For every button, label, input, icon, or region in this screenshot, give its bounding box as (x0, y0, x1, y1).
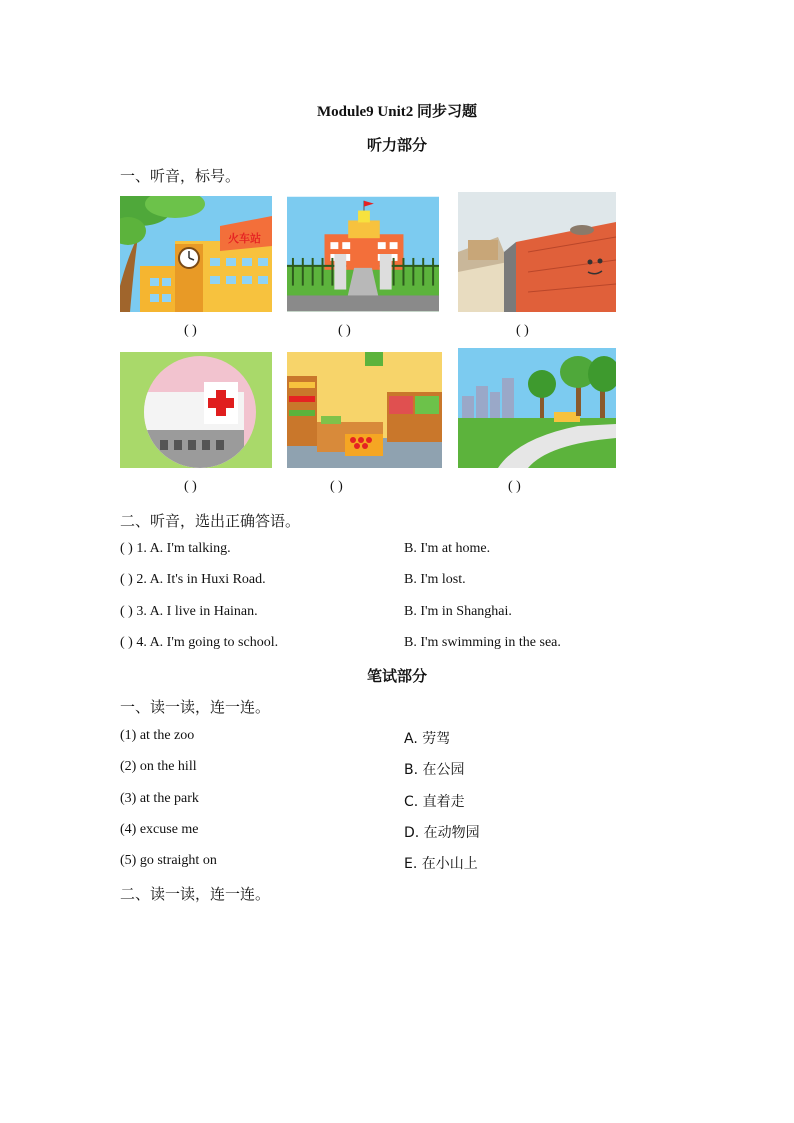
question-4 (120, 635, 278, 651)
blank-6[interactable]: ( ) (508, 479, 521, 494)
option-a: A. I live in Hainan. (149, 604, 258, 619)
question-prefix[interactable]: ( ) 3. (120, 604, 147, 619)
option-b: B. I'm in Shanghai. (404, 604, 512, 619)
option-a: A. I'm going to school. (149, 635, 279, 650)
question-2 (120, 572, 266, 588)
match-right-b[interactable]: B. 在公园 (404, 762, 465, 778)
question-3 (120, 604, 258, 620)
option-a: A. I'm talking. (149, 541, 231, 556)
question-1 (120, 541, 231, 557)
blank-5[interactable]: ( ) (330, 479, 343, 494)
question-prefix[interactable]: ( ) 1. (120, 541, 147, 556)
question-prefix[interactable]: ( ) 2. (120, 572, 147, 587)
match-left-4[interactable]: (4) excuse me (120, 822, 199, 837)
writing-section-heading: 笔试部分 (366, 669, 427, 685)
option-b: B. I'm at home. (404, 541, 491, 556)
hospital-picture (120, 352, 272, 468)
match-right-e[interactable]: E. 在小山上 (404, 856, 478, 872)
part4-heading: 二、读一读，连一连。 (120, 887, 271, 903)
train-station-picture (120, 196, 272, 312)
match-left-1[interactable]: (1) at the zoo (120, 728, 195, 743)
station-sign-text: 火车站 (228, 232, 261, 245)
page-title: Module9 Unit2 同步习题 (316, 104, 477, 120)
park-picture (458, 348, 616, 468)
supermarket-picture (287, 352, 442, 468)
listening-section-heading: 听力部分 (366, 138, 427, 154)
match-right-a[interactable]: A. 劳驾 (404, 731, 451, 747)
wall-picture (458, 192, 616, 312)
part1-heading: 一、听音，标号。 (120, 169, 241, 185)
option-b: B. I'm swimming in the sea. (404, 635, 561, 650)
part3-heading: 一、读一读，连一连。 (120, 700, 271, 716)
match-right-d[interactable]: D. 在动物园 (404, 825, 480, 841)
part2-heading: 二、听音，选出正确答语。 (120, 514, 301, 530)
match-left-5[interactable]: (5) go straight on (120, 853, 217, 868)
blank-4[interactable]: ( ) (184, 479, 197, 494)
option-b: B. I'm lost. (404, 572, 466, 587)
blank-2[interactable]: ( ) (338, 323, 351, 338)
blank-3[interactable]: ( ) (516, 323, 529, 338)
blank-1[interactable]: ( ) (184, 323, 197, 338)
match-left-3[interactable]: (3) at the park (120, 791, 199, 806)
school-picture (287, 196, 439, 312)
match-right-c[interactable]: C. 直着走 (404, 794, 465, 810)
match-left-2[interactable]: (2) on the hill (120, 759, 197, 774)
question-prefix[interactable]: ( ) 4. (120, 635, 147, 650)
option-a: A. It's in Huxi Road. (149, 572, 266, 587)
